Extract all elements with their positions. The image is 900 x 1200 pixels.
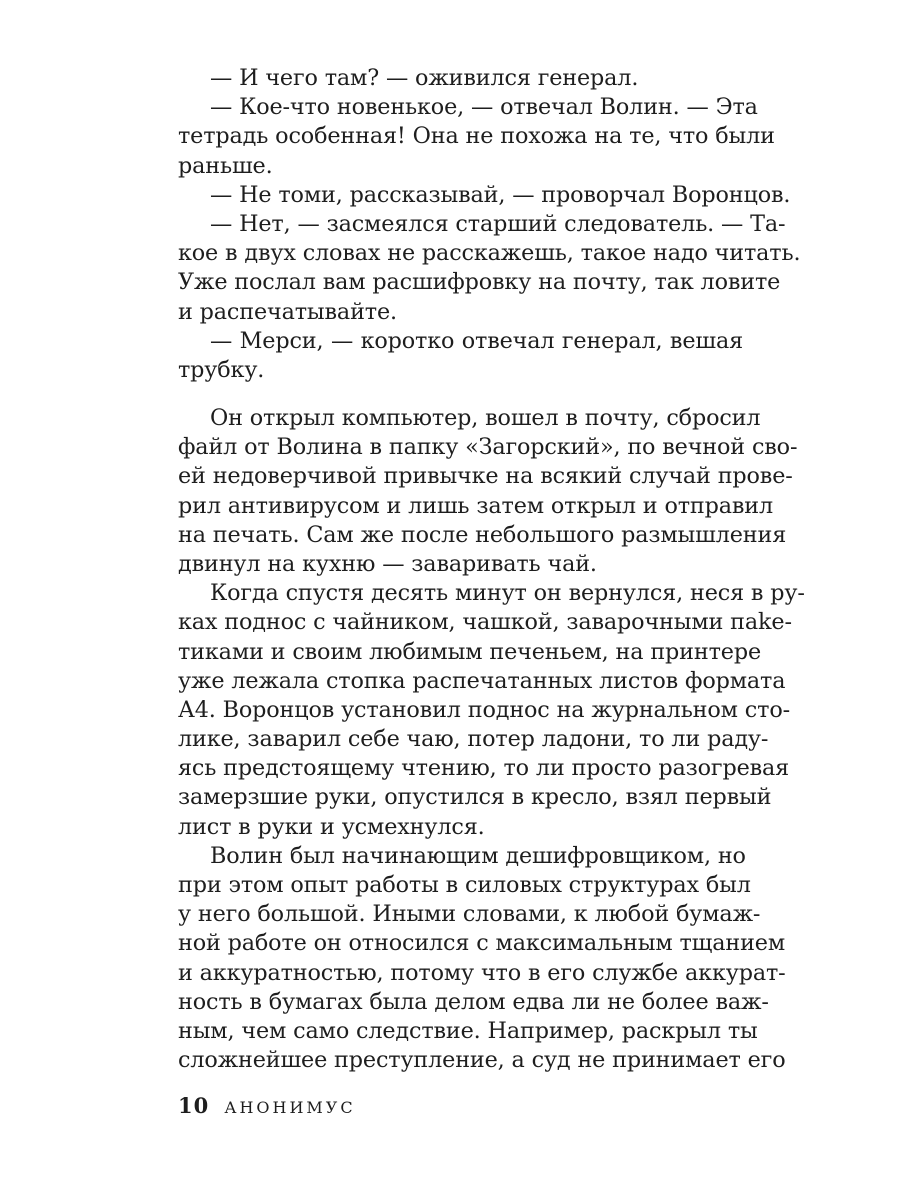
text-line: файл от Волина в папку «Загорский», по вечной сво- xyxy=(178,434,798,461)
text-line: — Мерси, — коротко отвечал генерал, вешая xyxy=(210,327,743,354)
paragraph xyxy=(178,181,791,210)
text-line: и аккуратностью, потому что в его службе аккурат- xyxy=(178,959,786,986)
paragraph xyxy=(178,404,798,579)
page-footer xyxy=(178,1093,356,1118)
text-line: Уже послал вам расшифровку на почту, так ловите xyxy=(178,269,781,296)
paragraph xyxy=(178,64,743,93)
text-line: замерзшие руки, опустился в кресло, взял первый xyxy=(178,784,772,811)
text-line: ей недоверчивой привычке на всякий случай прове- xyxy=(178,463,793,490)
text-line: трубку. xyxy=(178,356,265,383)
text-line: тетрадь особенная! Она не похожа на те, что были xyxy=(178,123,775,150)
text-line: — Нет, — засмеялся старший следователь. — Та- xyxy=(210,210,786,237)
text-line: Он открыл компьютер, вошел в почту, сбросил xyxy=(210,405,761,431)
text-line: двинул на кухню — заваривать чай. xyxy=(178,550,597,577)
dialogue-block xyxy=(178,64,801,385)
text-line: Когда спустя десять минут он вернулся, неся в ру- xyxy=(210,580,805,607)
text-line: ным, чем само следствие. Например, раскрыл ты xyxy=(178,1017,758,1044)
text-line: раньше. xyxy=(178,152,273,179)
text-line: кое в двух словах не расскажешь, такое надо читать. xyxy=(178,240,801,267)
page-number: 10 xyxy=(178,1093,210,1118)
text-line: у него большой. Иными словами, к любой бумаж- xyxy=(178,901,761,928)
text-line: при этом опыт работы в силовых структурах был xyxy=(178,872,751,898)
narrative-block xyxy=(178,404,805,1075)
text-line: — И чего там? — оживился генерал. xyxy=(210,65,639,91)
text-line: Волин был начинающим дешифровщиком, но xyxy=(210,842,746,869)
text-line: на печать. Сам же после небольшого размышления xyxy=(178,521,787,548)
paragraph xyxy=(178,327,743,385)
paragraph xyxy=(178,842,786,1076)
text-line: ясь предстоящему чтению, то ли просто разогревая xyxy=(178,755,790,782)
running-head: АНОНИМУС xyxy=(224,1098,356,1117)
paragraph xyxy=(178,579,805,842)
text-line: ность в бумагах была делом едва ли не более важ- xyxy=(178,988,769,1015)
text-line: А4. Воронцов установил поднос на журнальном сто- xyxy=(178,696,790,723)
text-line: — Не томи, рассказывай, — проворчал Воронцов. xyxy=(210,181,791,208)
text-line: сложнейшее преступление, а суд не принимает его xyxy=(178,1047,786,1074)
text-line: тиками и своим любимым печеньем, на принтере xyxy=(178,638,762,665)
text-line: ной работе он относился с максимальным тщанием xyxy=(178,930,786,957)
text-line: уже лежала стопка распечатанных листов формата xyxy=(178,667,786,694)
text-line: лист в руки и усмехнулся. xyxy=(178,813,485,840)
text-line: и распечатывайте. xyxy=(178,298,397,325)
text-line: рил антивирусом и лишь затем открыл и отправил xyxy=(178,492,774,519)
text-line: лике, заварил себе чаю, потер ладони, то ли раду- xyxy=(178,726,769,753)
paragraph xyxy=(178,210,801,327)
text-line: ках поднос с чайником, чашкой, заварочными пake- xyxy=(178,609,792,636)
paragraph xyxy=(178,93,775,181)
text-line: — Кое-что новенькое, — отвечал Волин. — Эта xyxy=(210,94,758,121)
